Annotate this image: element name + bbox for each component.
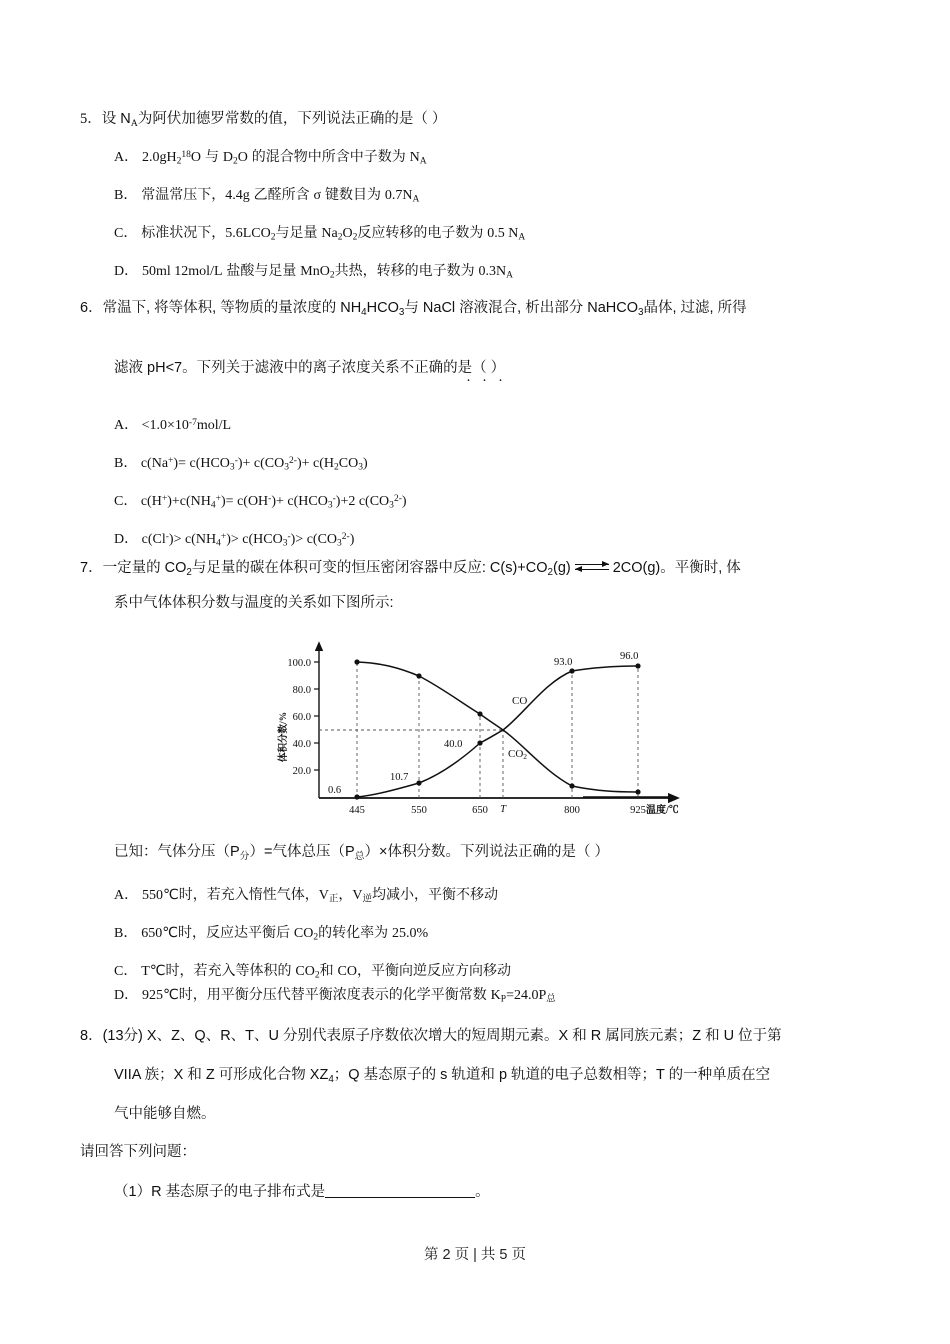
chart-annotation-0-6: 0.6 xyxy=(328,785,342,796)
svg-text:100.0: 100.0 xyxy=(287,658,311,669)
option-label: D． xyxy=(114,988,139,1003)
question-8-sub1-period: 。 xyxy=(475,1184,490,1200)
option-label: B． xyxy=(114,456,138,471)
chart-ylabel: 体积分数/% xyxy=(279,711,289,763)
svg-text:20.0: 20.0 xyxy=(292,766,311,777)
option-text: T℃时，若充入等体积的 $CO_2$和 CO，平衡向逆反应方向移动 xyxy=(141,962,511,981)
option-text: $2.0gH_2^{18}O$ xyxy=(142,150,202,167)
question-6-option-c[interactable] xyxy=(114,490,407,511)
option-text-cn: 与 $D_2O$ 的混合物中所含中子数为 $N_A$ xyxy=(204,148,427,167)
volume-fraction-vs-temperature-chart xyxy=(272,641,684,819)
question-5-stem-text: 设 $N_A$为阿伏加德罗常数的值，下列说法正确的是（ ） xyxy=(101,111,447,129)
answer-blank[interactable] xyxy=(325,1183,475,1198)
option-text: $c(H^+)+c(NH_4^+)= c(OH^-)+ c(HCO_3^-)+2$ $c(CO_3^{2-})$ xyxy=(140,494,407,511)
emphasis-dots: ··· xyxy=(466,371,514,388)
question-7-line1 xyxy=(80,561,741,578)
chart-annotations xyxy=(328,651,638,796)
option-label: C． xyxy=(114,494,138,509)
question-7-text-tail: 2CO(g)。平衡时, 体 xyxy=(612,560,741,576)
svg-text:550: 550 xyxy=(411,805,427,816)
question-7-text: 一定量的 $CO_2$与足量的碳在体积可变的恒压密闭容器中反应: $C(s)+CO_2(g)$ xyxy=(102,560,571,578)
question-6-option-b[interactable] xyxy=(114,452,368,473)
question-6-line1 xyxy=(80,301,747,318)
svg-text:925: 925 xyxy=(630,805,646,816)
question-8-line1 xyxy=(80,1029,782,1044)
svg-text:800: 800 xyxy=(564,805,580,816)
question-5-option-c[interactable] xyxy=(114,222,525,243)
question-6-option-d[interactable] xyxy=(114,528,354,549)
svg-text:650: 650 xyxy=(472,805,488,816)
question-8-sub1 xyxy=(114,1183,490,1200)
question-7-option-c[interactable] xyxy=(114,960,511,981)
equilibrium-arrow-icon xyxy=(575,562,609,574)
option-label: A． xyxy=(114,888,139,903)
chart-x-ticks xyxy=(349,804,646,816)
page-footer: 第 2 页 | 共 5 页 xyxy=(423,1247,527,1263)
question-7-number: 7． xyxy=(80,560,103,576)
question-8-sub1-text: （1）R 基态原子的电子排布式是 xyxy=(114,1184,326,1200)
question-7-option-a[interactable] xyxy=(114,884,498,905)
question-8-line2: VIIA 族；X 和 Z 可形成化合物 $XZ_4$；Q 基态原子的 s 轨道和 p 轨道的电子总数相等；T 的一种单质在空 xyxy=(114,1067,771,1085)
svg-text:60.0: 60.0 xyxy=(292,712,311,723)
chart-annotation-10-7: 10.7 xyxy=(390,772,409,783)
option-text: 标准状况下，$5.6LCO_2$与足量 $Na_2O_2$反应转移的电子数为 0.5 $N_A$ xyxy=(141,224,526,243)
option-label: A． xyxy=(114,150,139,165)
option-label: A． xyxy=(114,418,139,433)
option-text: 650℃时，反应达平衡后 $CO_2$的转化率为 25.0% xyxy=(141,924,429,943)
svg-text:T: T xyxy=(500,804,506,815)
chart-y-ticks xyxy=(287,658,319,777)
option-label: D． xyxy=(114,264,139,279)
question-7-line2: 系中气体体积分数与温度的关系如下图所示: xyxy=(114,595,394,611)
svg-text:40.0: 40.0 xyxy=(292,739,311,750)
chart-series-label-co: CO xyxy=(512,695,528,707)
chart-annotation-40-0: 40.0 xyxy=(444,739,463,750)
question-7-option-b[interactable] xyxy=(114,922,428,943)
option-text: 50ml 12mol/L 盐酸与足量 MnO$_2$共热，转移的电子数为 $0.3N_A$ xyxy=(142,262,514,281)
chart-annotation-96-0: 96.0 xyxy=(620,651,639,662)
chart-annotation-93-0: 93.0 xyxy=(554,657,573,668)
option-label: B． xyxy=(114,926,138,941)
question-7-option-d[interactable] xyxy=(114,984,556,1005)
option-text: 常温常压下，4.4g 乙醛所含 σ 键数目为 $0.7N_A$ xyxy=(141,186,420,205)
question-8-prompt: 请回答下列问题： xyxy=(80,1144,196,1160)
question-6-emphasis: 不正确 xyxy=(399,360,444,376)
option-text: $c(Na^+)= c(HCO_3^-)+ c(CO_3^{2-})+ c(H_2CO_3)$ xyxy=(140,456,368,473)
question-6-option-a[interactable] xyxy=(114,414,231,434)
svg-text:80.0: 80.0 xyxy=(292,685,311,696)
question-6-text: 常温下, 将等体积, 等物质的量浓度的 $NH_4HCO_3$与 NaCl 溶液混合, 析出部分 NaHCO$_3$晶体, 过滤, 所得 xyxy=(102,300,747,318)
option-text: $c(Cl^-)> c(NH_4^+)> c(HCO_3^-)> c(CO_3^{2-})$ xyxy=(141,532,355,549)
question-5-option-a[interactable] xyxy=(114,146,427,167)
question-8-number: 8． xyxy=(80,1028,103,1044)
option-text: $<1.0\times 10^{-7}mol/L$ xyxy=(141,418,232,433)
question-5-number: 5． xyxy=(80,111,102,127)
svg-text:445: 445 xyxy=(349,805,365,816)
question-5-stem xyxy=(80,112,446,129)
chart-xlabel: 温度/℃ xyxy=(646,805,679,816)
option-label: B． xyxy=(114,188,138,203)
question-8-line3: 气中能够自燃。 xyxy=(114,1106,216,1122)
question-6-line2-tail: 的是（ ） xyxy=(443,360,506,376)
question-7-given: 已知：气体分压$(P_分)=$气体总压$(P_总)\times$体积分数。下列说法正确的是（ ） xyxy=(114,844,610,862)
question-6-line2-text: 滤液 pH<7。下列关于滤液中的离子浓度关系 xyxy=(114,360,400,376)
option-label: C． xyxy=(114,226,138,241)
option-label: C． xyxy=(114,964,138,979)
option-text: 550℃时，若充入惰性气体，$V_正$，$V_逆$均减小，平衡不移动 xyxy=(142,886,499,905)
question-8-text: (13分) X、Z、Q、R、T、U 分别代表原子序数依次增大的短周期元素。X 和 R 属同族元素；Z 和 U 位于第 xyxy=(102,1028,782,1044)
chart-series-label-co2: CO2 xyxy=(508,748,528,761)
option-text: 925℃时，用平衡分压代替平衡浓度表示的化学平衡常数 $K_P=24.0P_总$ xyxy=(142,986,556,1005)
question-5-option-b[interactable] xyxy=(114,184,419,205)
option-label: D． xyxy=(114,532,139,547)
question-6-line2 xyxy=(114,361,505,376)
question-5-option-d[interactable] xyxy=(114,260,513,281)
question-6-number: 6． xyxy=(80,300,103,316)
